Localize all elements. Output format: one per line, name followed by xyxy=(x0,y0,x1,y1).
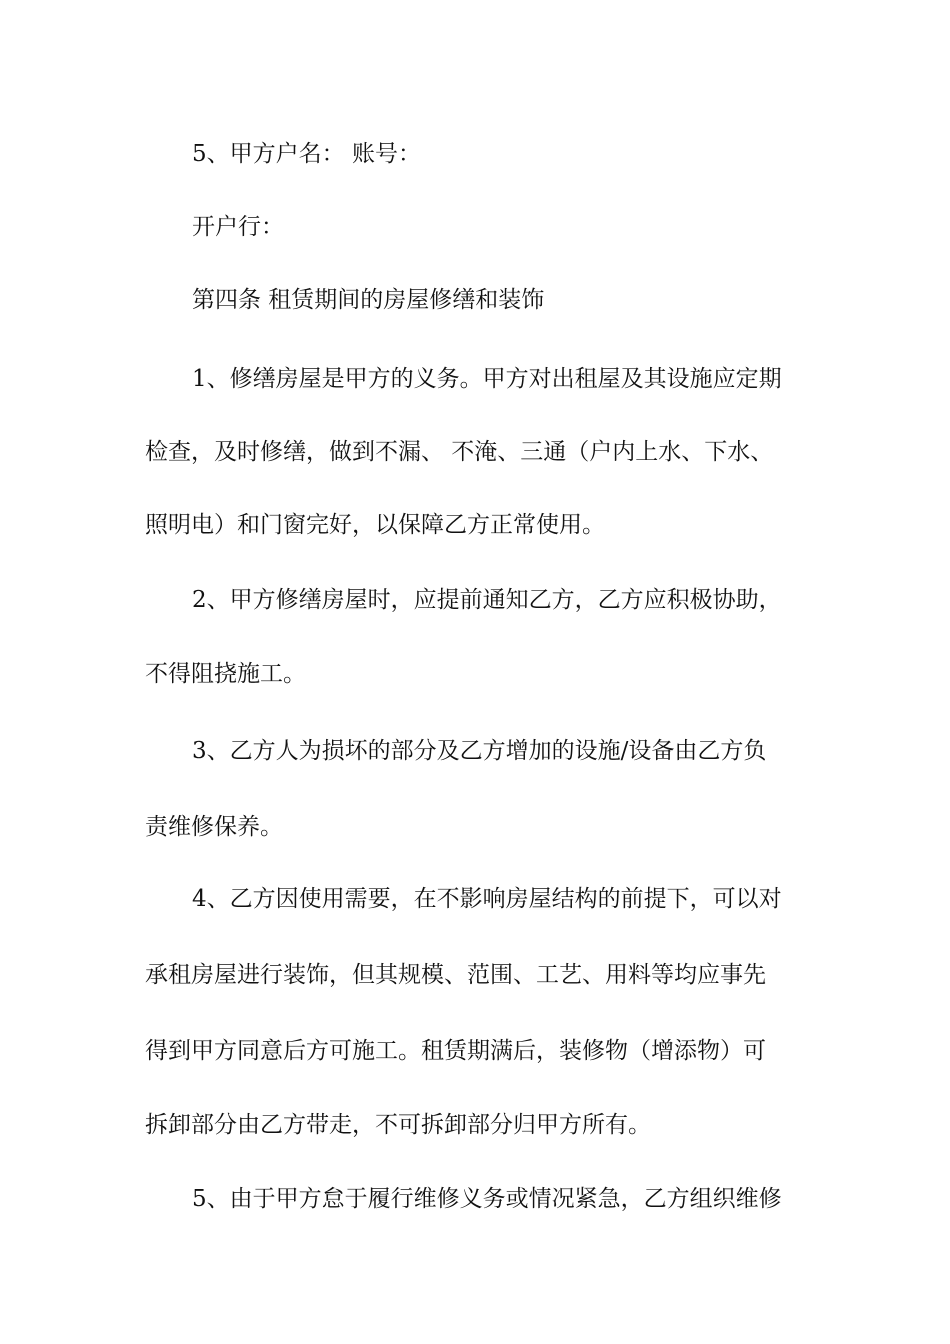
clause-1-line-3: 照明电）和门窗完好，以保障乙方正常使用。 xyxy=(145,512,605,538)
article-four-heading: 第四条 租赁期间的房屋修缮和装饰 xyxy=(192,287,545,313)
clause-1-line-1: 1、修缮房屋是甲方的义务。甲方对出租屋及其设施应定期 xyxy=(192,366,782,392)
clause-4-line-4: 拆卸部分由乙方带走，不可拆卸部分归甲方所有。 xyxy=(145,1112,651,1138)
clause-2-line-1: 2、甲方修缮房屋时，应提前通知乙方，乙方应积极协助， xyxy=(192,587,782,613)
clause-1-line-2: 检查，及时修缮，做到不漏、 不淹、三通（户内上水、下水、 xyxy=(145,439,774,465)
account-holder-line: 5、甲方户名： 账号： xyxy=(192,141,421,167)
clause-3-line-1: 3、乙方人为损坏的部分及乙方增加的设施/设备由乙方负 xyxy=(192,738,767,764)
clause-3-line-2: 责维修保养。 xyxy=(145,814,283,840)
clause-4-line-2: 承租房屋进行装饰，但其规模、范围、工艺、用料等均应事先 xyxy=(145,962,766,988)
clause-4-line-3: 得到甲方同意后方可施工。租赁期满后，装修物（增添物）可 xyxy=(145,1038,766,1064)
clause-2-line-2: 不得阻挠施工。 xyxy=(145,661,306,687)
clause-4-line-1: 4、乙方因使用需要，在不影响房屋结构的前提下，可以对 xyxy=(192,886,782,912)
clause-5-line-1: 5、由于甲方怠于履行维修义务或情况紧急，乙方组织维修 xyxy=(192,1186,782,1212)
bank-line: 开户行： xyxy=(192,214,284,240)
